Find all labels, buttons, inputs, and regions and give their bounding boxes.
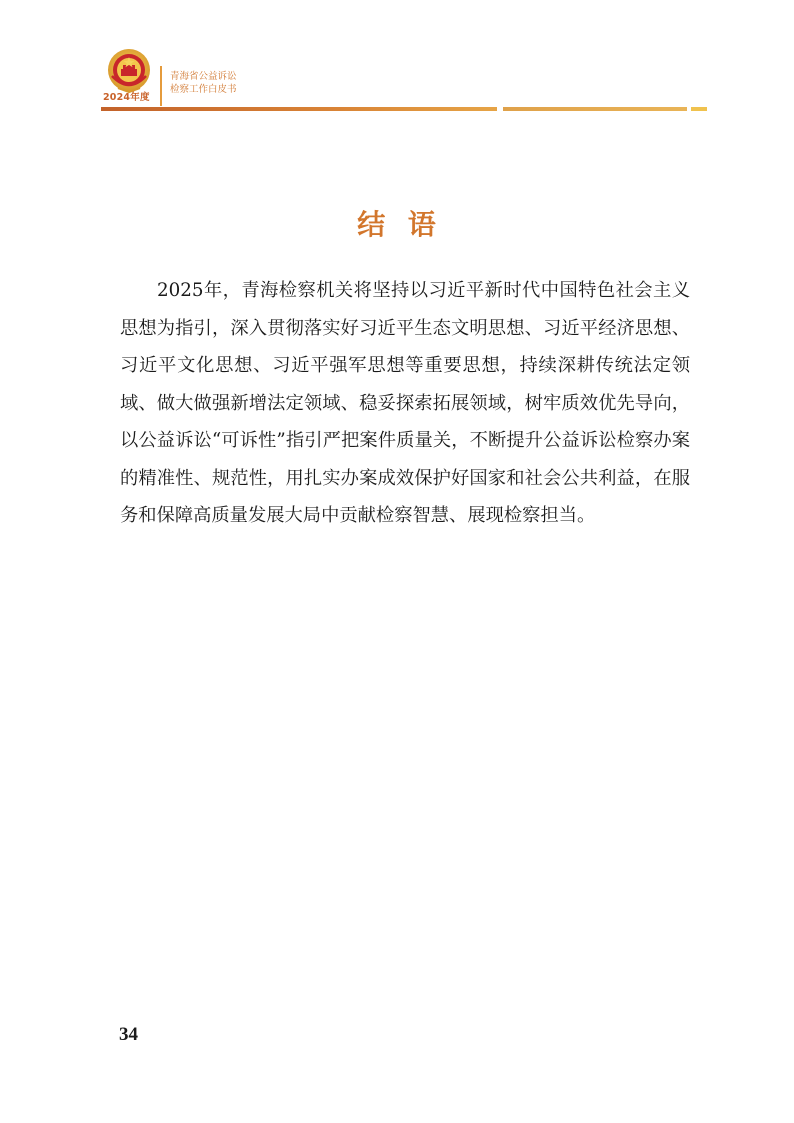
header-divider [160,66,162,106]
section-title: 结 语 [357,208,437,241]
conclusion-paragraph: 2025年，青海检察机关将坚持以习近平新时代中国特色社会主义思想为指引，深入贯彻落实好习近平生态文明思想、习近平经济思想、习近平文化思想、习近平强军思想等重要思想，持续深耕传统法定领域、做大做强新增法定领域、稳妥探索拓展领域，树牢质效优先导向，以公益诉讼“可诉性”指引严把案件质量关，不断提升公益诉讼检察办案的精准性、规范性，用扎实办案成效保护好国家和社会公共利益，在服务和保障高质量发展大局中贡献检察智慧、展现检察担当。 [120,280,690,526]
header-rule-tail [691,107,707,111]
report-title-line2: 检察工作白皮书 [170,84,237,95]
header-rule-secondary [503,107,687,111]
header-rule-main [101,107,497,111]
page-number: 34 [119,1024,138,1045]
year-label: 2024年度 [103,92,150,103]
page-header [0,0,794,115]
report-title [170,70,237,96]
report-title-line1: 青海省公益诉讼 [170,71,237,82]
